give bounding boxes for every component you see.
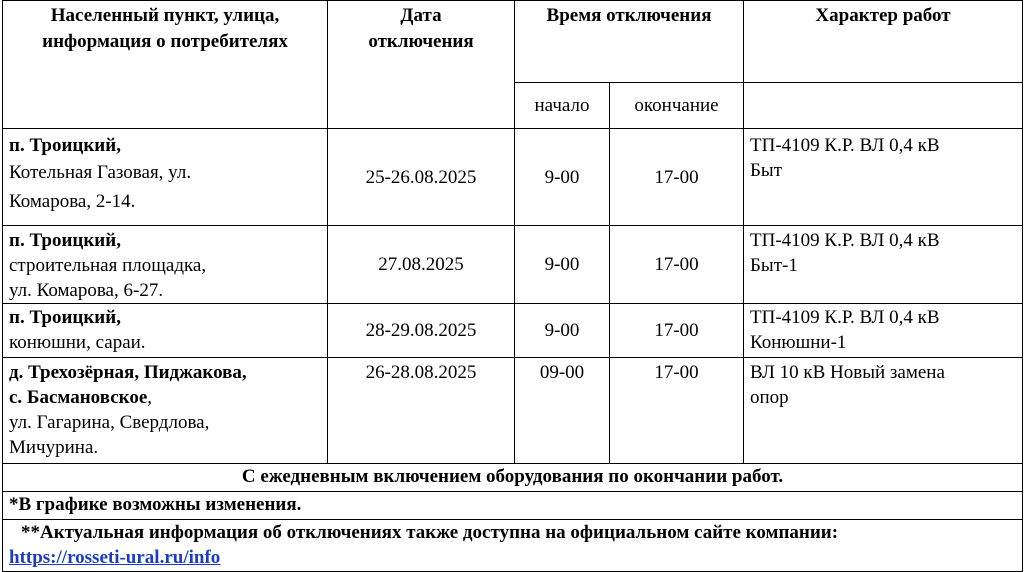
date-header <box>328 1 515 129</box>
work-subheader-empty <box>744 83 1023 129</box>
date-header-line1: Дата <box>400 5 442 26</box>
outage-table <box>2 0 1023 572</box>
table-row <box>3 358 1023 464</box>
end-header: окончание <box>610 83 744 129</box>
place-name: п. Троицкий, <box>9 230 121 251</box>
location-header-line1: Населенный пункт, улица, <box>50 5 280 26</box>
footer-row <box>3 520 1023 572</box>
work-line: Быт-1 <box>750 255 798 276</box>
work-line: ТП-4109 К.Р. ВЛ 0,4 кВ <box>750 230 940 251</box>
place-name: с. Басмановское <box>9 387 148 408</box>
work-cell <box>744 304 1023 358</box>
place-cell <box>3 226 328 304</box>
place-name: п. Троицкий, <box>9 307 121 328</box>
date-header-line2: отключения <box>368 31 474 52</box>
start-cell: 9-00 <box>515 226 610 304</box>
work-cell <box>744 358 1023 464</box>
work-line: ТП-4109 К.Р. ВЛ 0,4 кВ <box>750 135 940 156</box>
date-cell: 28-29.08.2025 <box>328 304 515 358</box>
end-cell: 17-00 <box>610 304 744 358</box>
place-line: Комарова, 2-14. <box>9 191 136 212</box>
start-cell: 9-00 <box>515 129 610 226</box>
start-cell: 09-00 <box>515 358 610 464</box>
end-cell: 17-00 <box>610 358 744 464</box>
place-cell <box>3 129 328 226</box>
date-cell: 25-26.08.2025 <box>328 129 515 226</box>
outage-schedule <box>2 0 1022 572</box>
place-line: ул. Гагарина, Свердлова, <box>9 412 210 433</box>
info-note <box>3 520 1023 572</box>
place-line: ул. Комарова, 6-27. <box>9 280 164 301</box>
footer-row <box>3 492 1023 520</box>
work-line: опор <box>750 387 789 408</box>
header-row <box>3 1 1023 83</box>
work-line: Конюшни-1 <box>750 332 847 353</box>
info-link[interactable]: https://rosseti-ural.ru/info <box>9 547 221 568</box>
work-cell <box>744 129 1023 226</box>
start-header: начало <box>515 83 610 129</box>
work-line: Быт <box>750 160 782 181</box>
changes-note: *В графике возможны изменения. <box>3 492 1023 520</box>
footer-row <box>3 464 1023 492</box>
location-header-line2: информация о потребителях <box>42 31 288 52</box>
end-cell: 17-00 <box>610 226 744 304</box>
place-line: конюшни, сараи. <box>9 332 146 353</box>
work-line: ТП-4109 К.Р. ВЛ 0,4 кВ <box>750 307 940 328</box>
end-cell: 17-00 <box>610 129 744 226</box>
daily-note: С ежедневным включением оборудования по окончании работ. <box>3 464 1023 492</box>
place-line: Котельная Газовая, ул. <box>9 162 192 183</box>
work-header: Характер работ <box>744 1 1023 83</box>
info-text: **Актуальная информация об отключениях также доступна на официальном сайте компании: <box>21 522 839 543</box>
place-name: п. Троицкий, <box>9 135 121 156</box>
time-header: Время отключения <box>515 1 744 83</box>
place-line: строительная площадка, <box>9 255 207 276</box>
table-row <box>3 226 1023 304</box>
table-row <box>3 129 1023 226</box>
date-cell: 27.08.2025 <box>328 226 515 304</box>
place-cell <box>3 304 328 358</box>
place-punctuation: , <box>147 387 153 408</box>
place-line: Мичурина. <box>9 437 99 458</box>
work-cell <box>744 226 1023 304</box>
place-name: д. Трехозёрная, Пиджакова, <box>9 362 247 383</box>
place-cell <box>3 358 328 464</box>
work-line: ВЛ 10 кВ Новый замена <box>750 362 945 383</box>
date-cell: 26-28.08.2025 <box>328 358 515 464</box>
start-cell: 9-00 <box>515 304 610 358</box>
table-row <box>3 304 1023 358</box>
location-header <box>3 1 328 129</box>
